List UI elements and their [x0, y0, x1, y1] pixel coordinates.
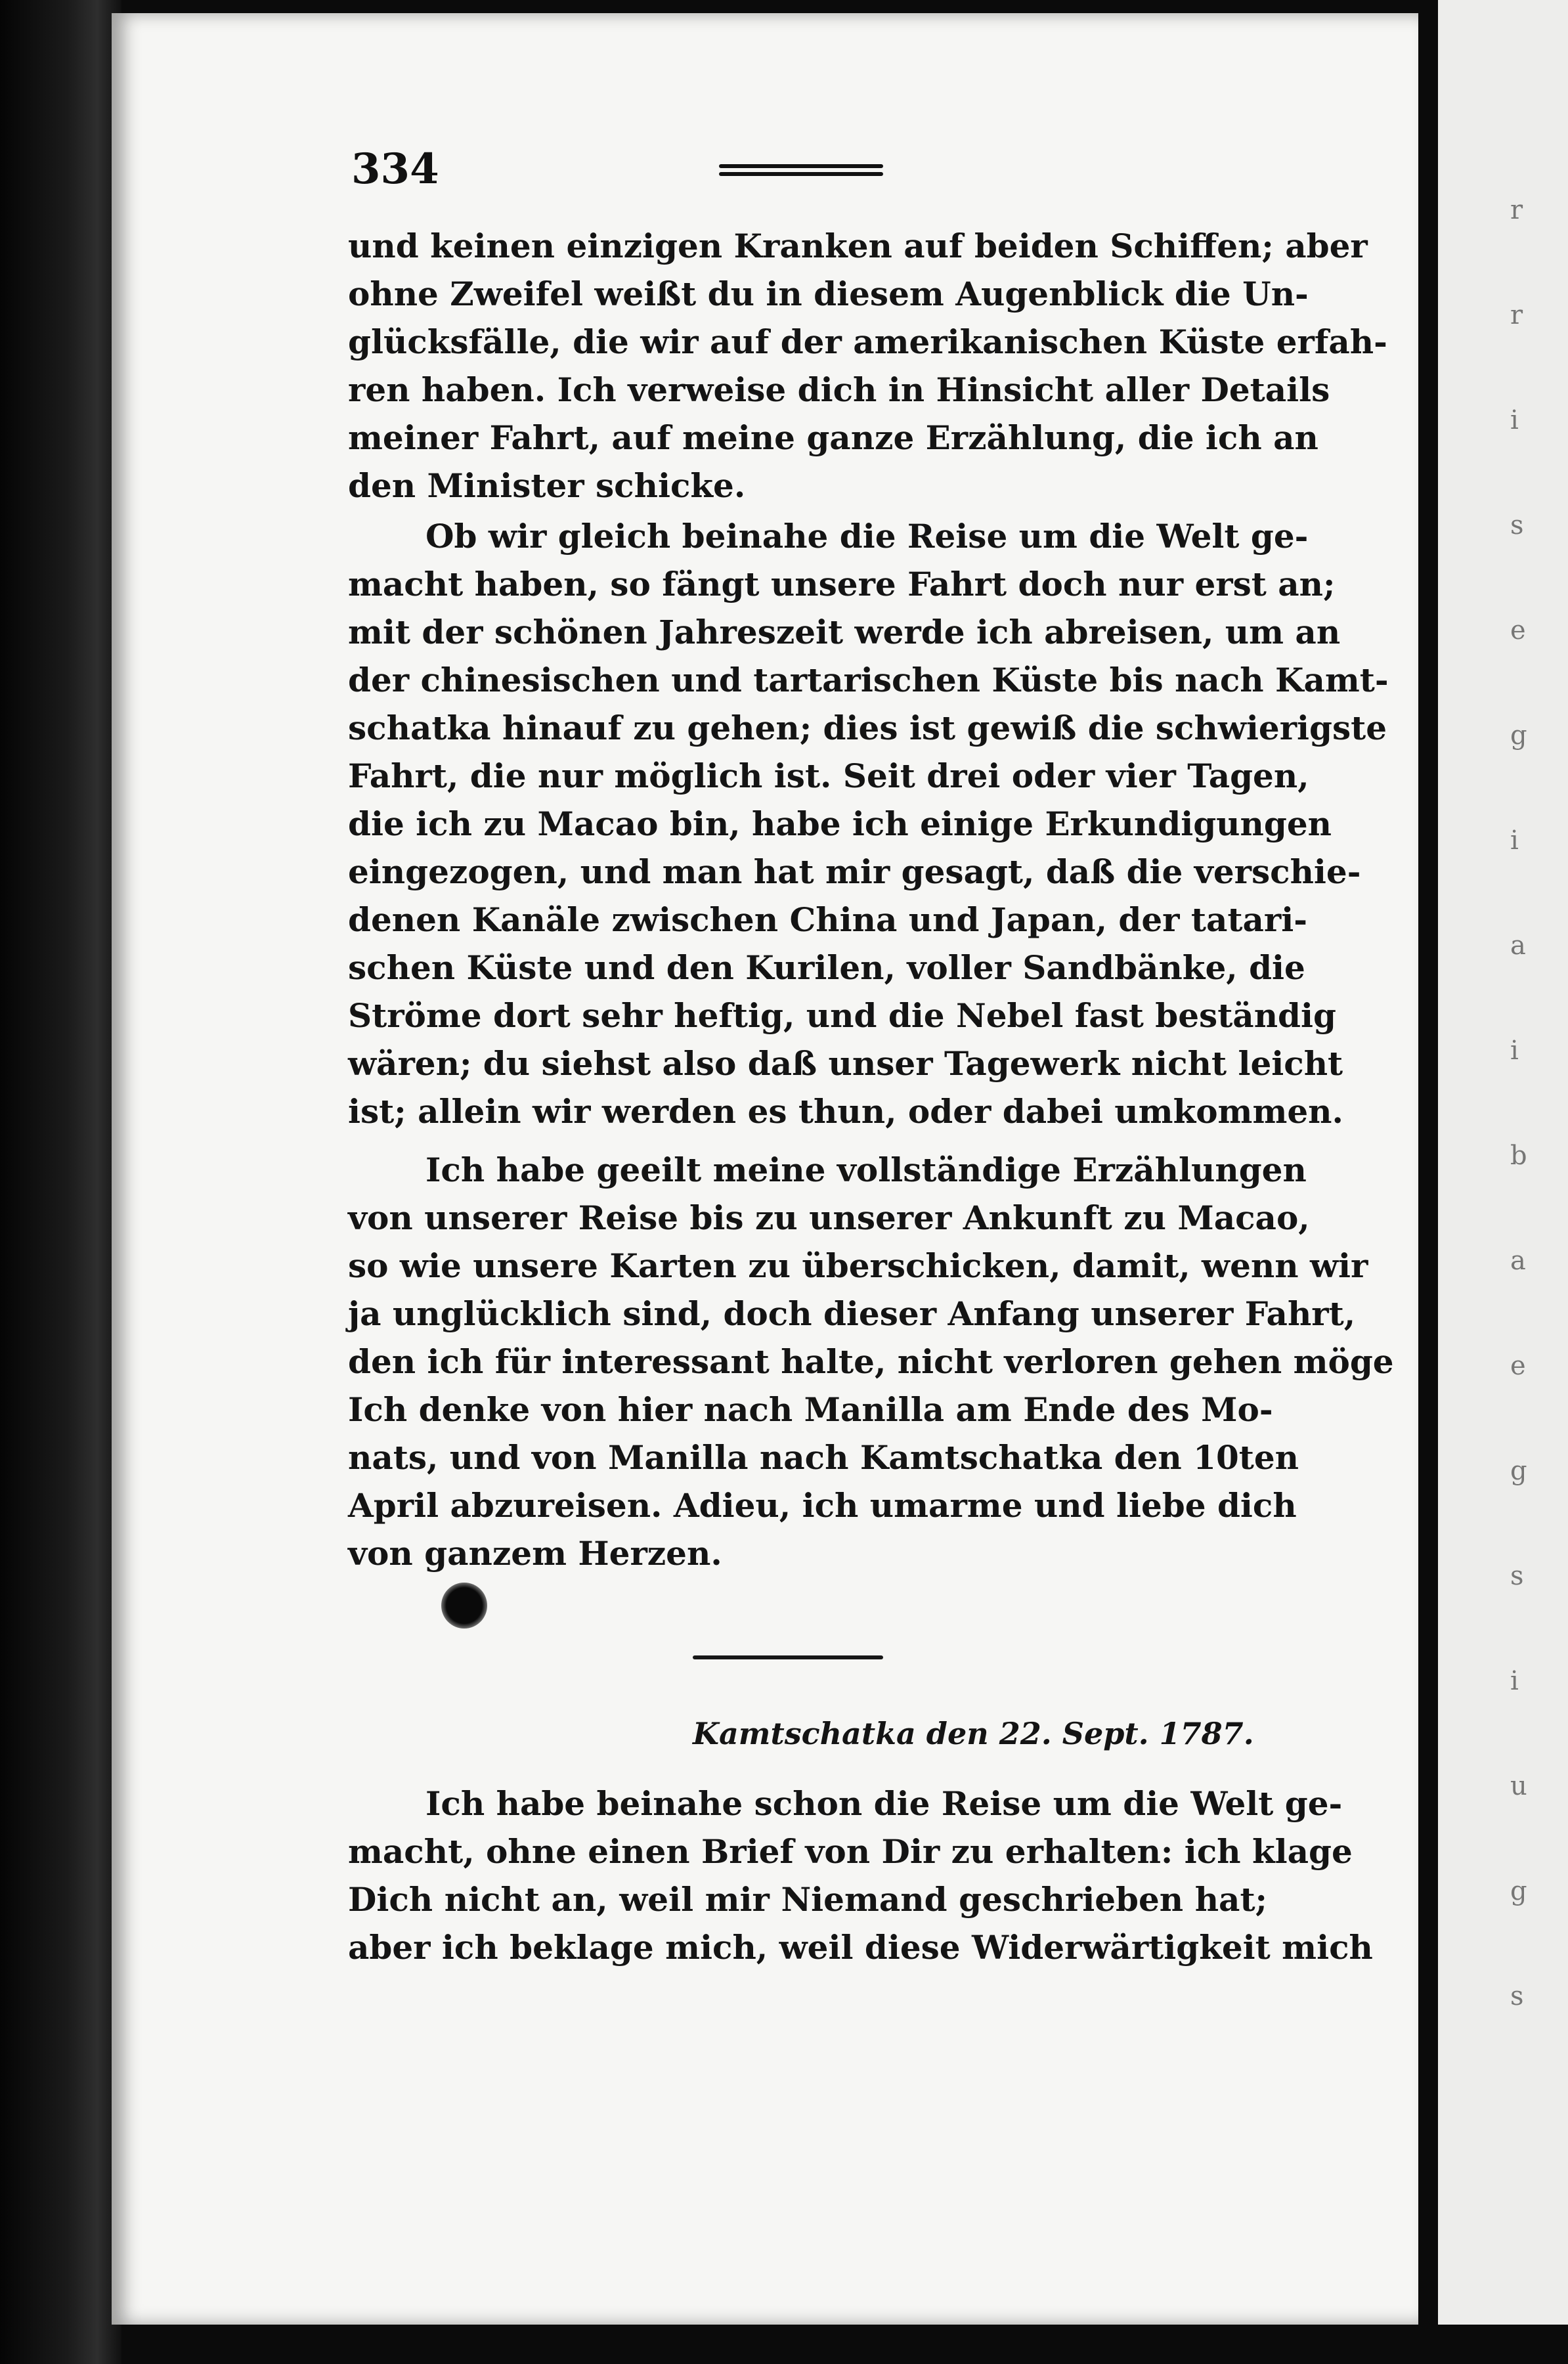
paragraph-1 [348, 222, 1387, 510]
text-line: Fahrt, die nur möglich ist. Seit drei oder vier Tagen, [348, 756, 1309, 795]
ink-blot [441, 1583, 487, 1629]
facing-page-fragment: g [1510, 1456, 1527, 1486]
facing-page-fragment: s [1510, 1561, 1524, 1591]
text-line: Ströme dort sehr heftig, und die Nebel fast beständig [348, 996, 1336, 1035]
text-line: Ich habe geeilt meine vollständige Erzählungen [425, 1150, 1307, 1189]
text-line: meiner Fahrt, auf meine ganze Erzählung, die ich an [348, 418, 1318, 457]
facing-page-fragments [1510, 158, 1563, 2062]
text-line: macht haben, so fängt unsere Fahrt doch nur erst an; [348, 565, 1336, 603]
text-line: ren haben. Ich verweise dich in Hinsicht aller Details [348, 370, 1330, 409]
section-divider-rule [693, 1655, 883, 1659]
facing-page-fragment: e [1510, 615, 1526, 646]
text-line: aber ich beklage mich, weil diese Widerwärtigkeit mich [348, 1928, 1373, 1967]
text-line: von unserer Reise bis zu unserer Ankunft zu Macao, [348, 1198, 1310, 1237]
header-ornament-rule [719, 164, 883, 181]
text-line: so wie unsere Karten zu überschicken, damit, wenn wir [348, 1246, 1368, 1285]
text-line: ohne Zweifel weißt du in diesem Augenblick die Un- [348, 274, 1309, 313]
text-line: Dich nicht an, weil mir Niemand geschrieben hat; [348, 1880, 1267, 1919]
facing-page-fragment: i [1510, 405, 1519, 435]
facing-page-fragment: u [1510, 1771, 1527, 1801]
text-line: schen Küste und den Kurilen, voller Sandbänke, die [348, 948, 1305, 987]
text-line: denen Kanäle zwischen China und Japan, der tatari- [348, 900, 1308, 939]
text-line: den Minister schicke. [348, 466, 746, 505]
facing-page-fragment: r [1510, 300, 1523, 330]
text-line: macht, ohne einen Brief von Dir zu erhalten: ich klage [348, 1832, 1353, 1871]
facing-page-fragment: s [1510, 1981, 1524, 2011]
book-spine-shadow [0, 0, 121, 2364]
text-line: glücksfälle, die wir auf der amerikanischen Küste erfah- [348, 322, 1387, 361]
facing-page-fragment: s [1510, 510, 1524, 540]
text-line: der chinesischen und tartarischen Küste bis nach Kamt- [348, 661, 1389, 699]
facing-page-fragment: a [1510, 930, 1526, 961]
facing-page-fragment: g [1510, 720, 1527, 751]
paragraph-3 [348, 1146, 1394, 1577]
text-line: ja unglücklich sind, doch dieser Anfang unserer Fahrt, [348, 1294, 1356, 1333]
facing-page-fragment: i [1510, 825, 1519, 856]
letter-dateline: Kamtschatka den 22. Sept. 1787. [693, 1716, 1254, 1751]
facing-page-fragment: r [1510, 195, 1523, 225]
text-line: ist; allein wir werden es thun, oder dabei umkommen. [348, 1092, 1343, 1131]
facing-page-fragment: g [1510, 1876, 1527, 1906]
page-number: 334 [351, 144, 439, 194]
text-line: wären; du siehst also daß unser Tagewerk nicht leicht [348, 1044, 1343, 1083]
text-line: den ich für interessant halte, nicht verloren gehen möge [348, 1342, 1394, 1381]
paragraph-4 [348, 1780, 1373, 1971]
page-header [351, 144, 1271, 204]
facing-page-fragment: a [1510, 1246, 1526, 1276]
text-line: nats, und von Manilla nach Kamtschatka den 10ten [348, 1438, 1299, 1477]
facing-page-fragment: b [1510, 1141, 1527, 1171]
facing-page-fragment: i [1510, 1036, 1519, 1066]
text-line: von ganzem Herzen. [348, 1534, 722, 1573]
text-line: Ich denke von hier nach Manilla am Ende des Mo- [348, 1390, 1273, 1429]
text-line: eingezogen, und man hat mir gesagt, daß die verschie- [348, 852, 1361, 891]
facing-page-fragment: e [1510, 1351, 1526, 1381]
text-line: Ob wir gleich beinahe die Reise um die Welt ge- [425, 517, 1309, 556]
text-line: die ich zu Macao bin, habe ich einige Erkundigungen [348, 804, 1332, 843]
text-line: und keinen einzigen Kranken auf beiden Schiffen; aber [348, 227, 1368, 265]
text-line: April abzureisen. Adieu, ich umarme und liebe dich [348, 1486, 1297, 1525]
facing-page-fragment: i [1510, 1666, 1519, 1696]
paragraph-2 [348, 512, 1389, 1135]
text-line: mit der schönen Jahreszeit werde ich abreisen, um an [348, 613, 1341, 651]
page-gutter [1418, 0, 1438, 2364]
text-line: schatka hinauf zu gehen; dies ist gewiß die schwierigste [348, 709, 1387, 747]
text-line: Ich habe beinahe schon die Reise um die Welt ge- [425, 1784, 1343, 1823]
